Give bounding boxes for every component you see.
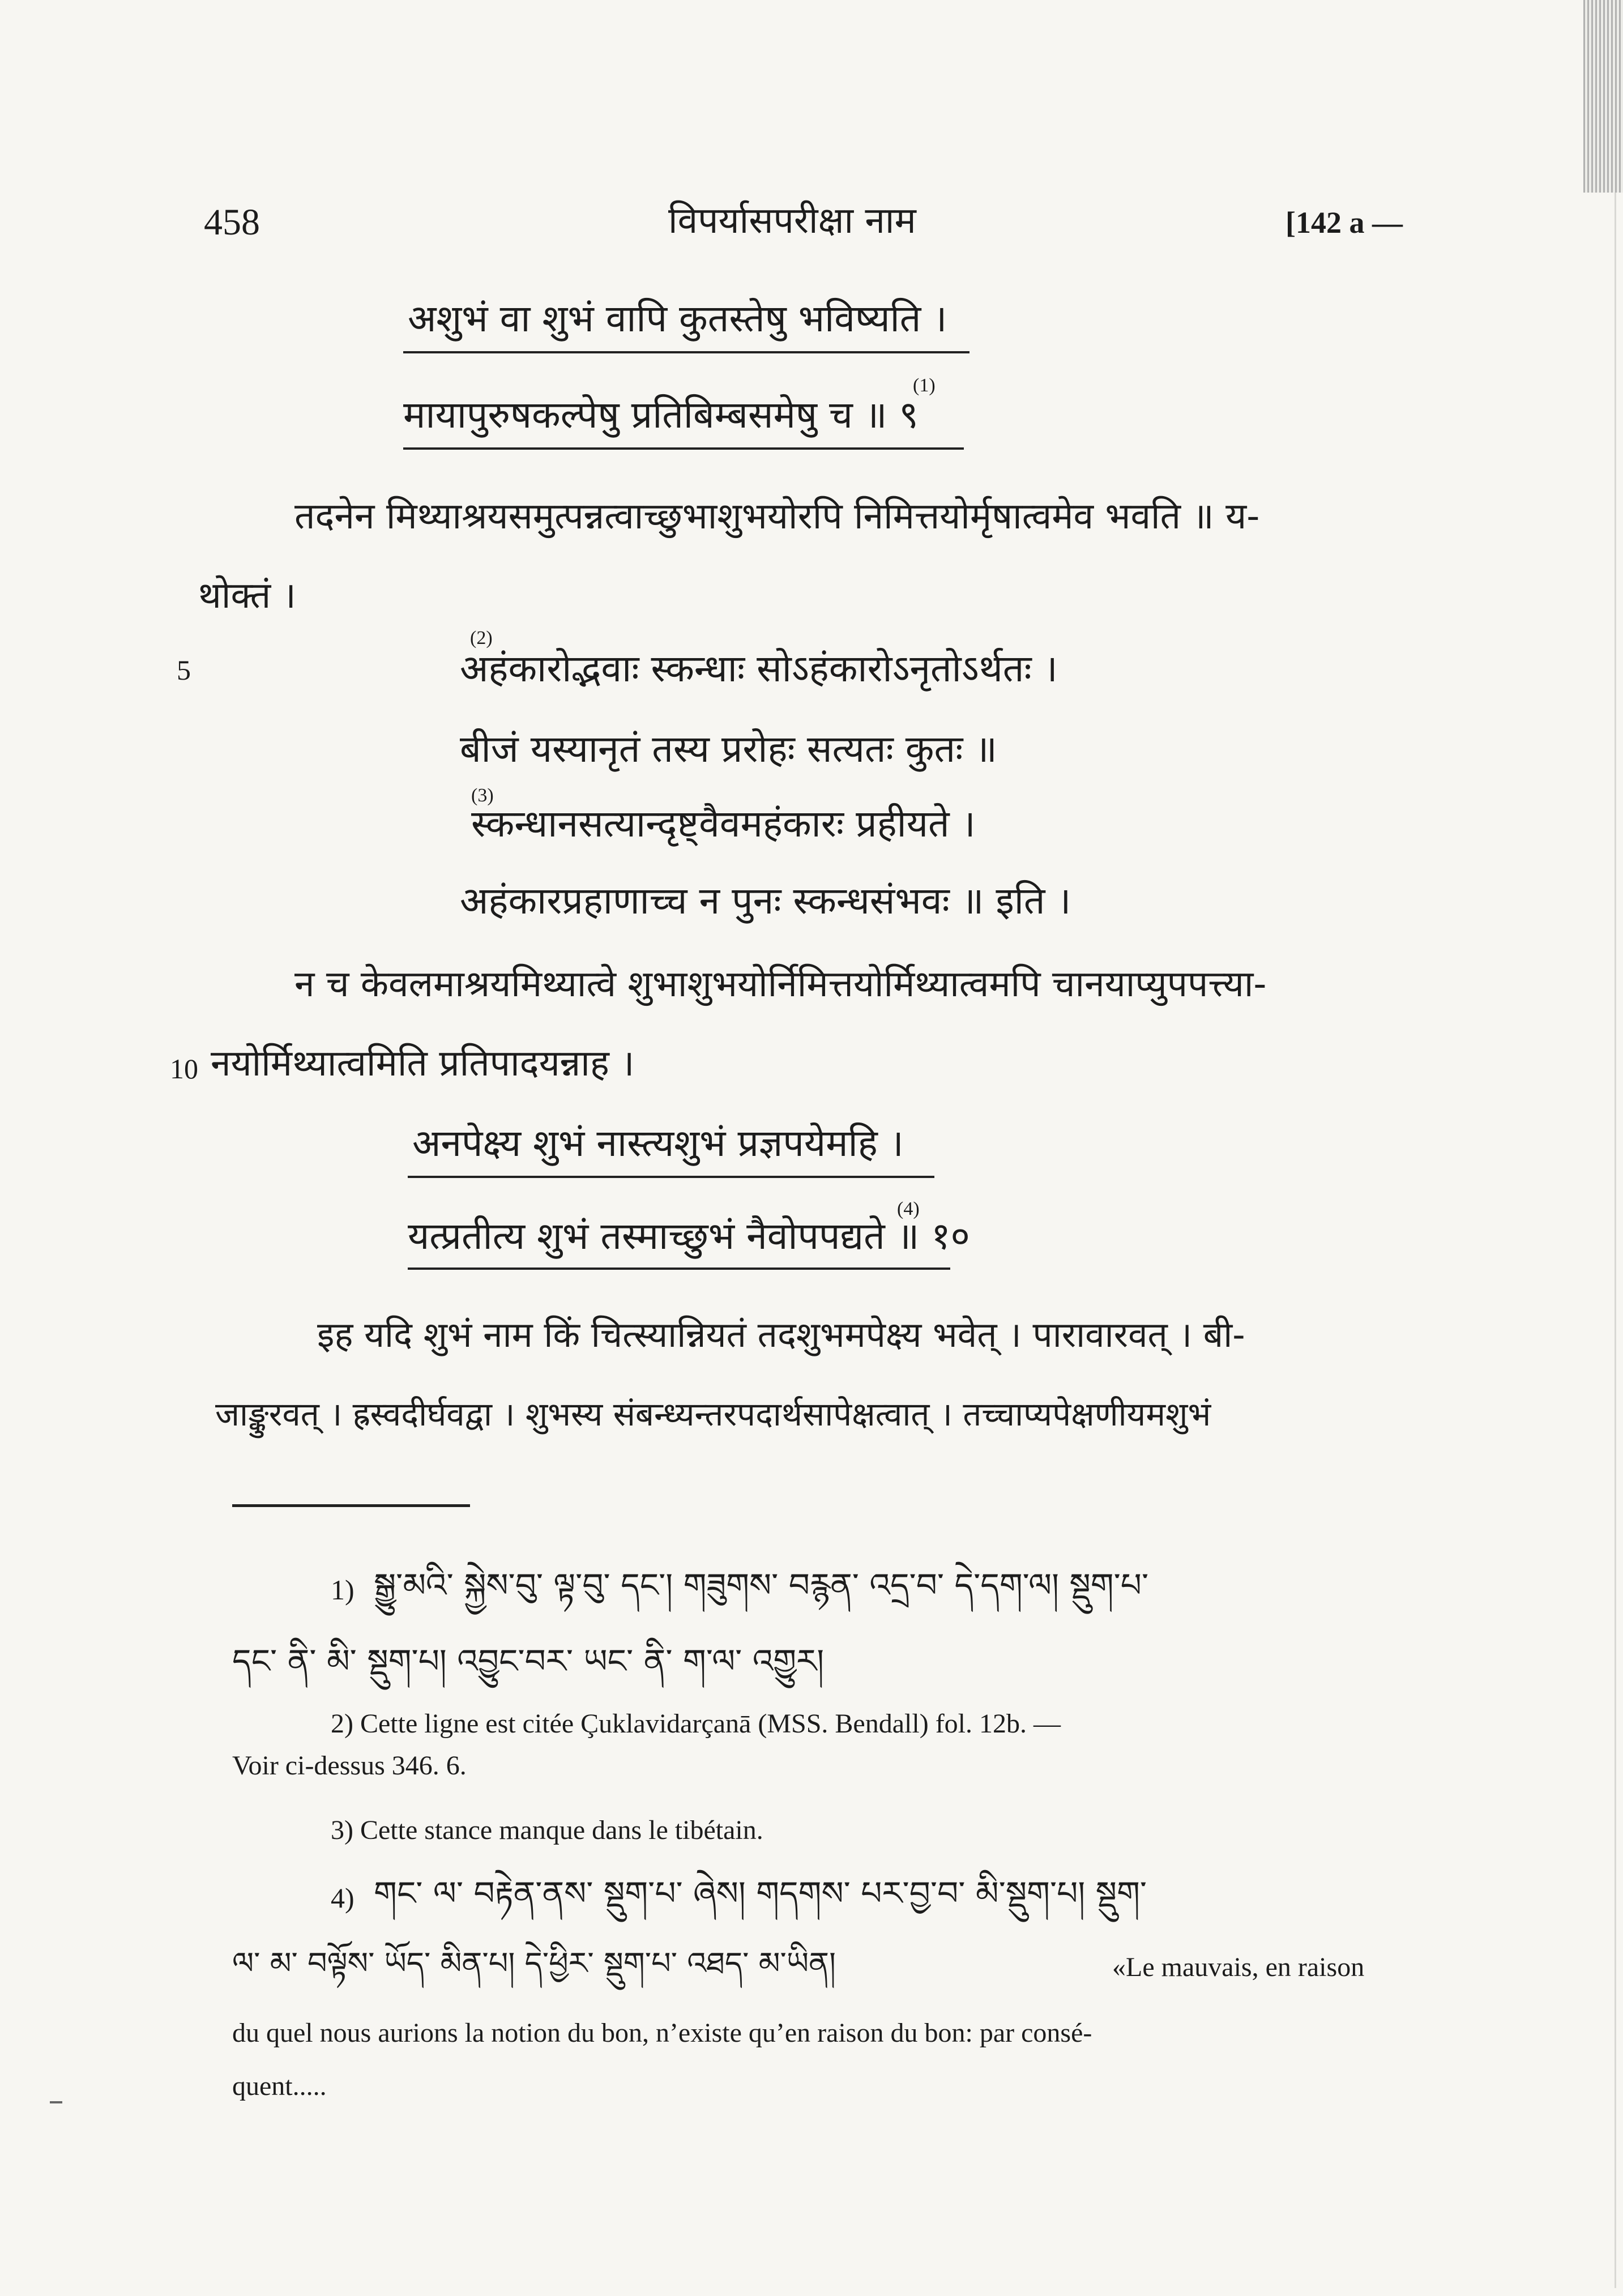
footnote-ref-3: (3)	[471, 785, 494, 806]
footnote-1-label: 1)	[331, 1574, 355, 1606]
page-number: 458	[204, 202, 260, 243]
verse-9-underline-1	[403, 351, 969, 353]
quote-line-4: अहंकारप्रहाणाच्च न पुनः स्कन्धसंभवः ॥ इति ।	[460, 879, 1071, 923]
margin-mark	[50, 2101, 62, 2103]
page-edge-shadow	[1583, 0, 1623, 193]
footnote-4-line-4: quent.....	[232, 2071, 327, 2101]
verse-9-underline-2	[403, 447, 964, 450]
footnote-2-line-2: Voir ci-dessus 346. 6.	[232, 1751, 467, 1781]
quote-line-2: बीजं यस्यानृतं तस्य प्ररोहः सत्यतः कुतः ॥	[460, 727, 997, 771]
footnote-4-line-2-tibetan: ལ་ མ་ བལྟོས་ ཡོད་ མིན་པ། དེ་ཕྱིར་ སྡུག་པ་ འཐད་ མ་ཡིན།	[232, 1945, 836, 1981]
verse-9-line-1: अशुभं वा शुभं वापि कुतस्तेषु भविष्यति ।	[408, 297, 947, 340]
footnote-ref-2: (2)	[470, 628, 493, 648]
line-number-10: 10	[170, 1053, 198, 1085]
footnote-3-text: 3) Cette stance manque dans le tibétain.	[331, 1815, 763, 1845]
quote-line-3: स्कन्धानसत्यान्दृष्ट्वैवमहंकारः प्रहीयते ।	[471, 802, 976, 846]
verse-10-line-2: यत्प्रतीत्य शुभं तस्माच्छुभं नैवोपपद्यते ॥ १०	[408, 1214, 970, 1258]
prose-1-line-2: थोक्तं ।	[198, 575, 296, 617]
verse-10-line-1: अनपेक्ष्य शुभं नास्त्यशुभं प्रज्ञपयेमहि ।	[412, 1121, 904, 1165]
footnote-ref-1: (1)	[913, 375, 936, 396]
footnote-4-line-3: du quel nous aurions la notion du bon, n’existe qu’en raison du bon: par consé-	[232, 2018, 1092, 2048]
prose-3-line-1: इह यदि शुभं नाम किं चित्स्यान्नियतं तदशुभमपेक्ष्य भवेत् । पारावारवत् । बी-	[317, 1314, 1245, 1355]
footnote-4-line-1: གང་ ལ་ བརྟེན་ནས་ སྡུག་པ་ ཞེས། གདགས་ པར་བྱ་བ་ མི་སྡུག་པ། སྡུག་	[374, 1874, 1147, 1913]
footnote-2-line-1: 2) Cette ligne est citée Çuklavidarçanā (MSS. Bendall) fol. 12b. —	[331, 1709, 1061, 1739]
footnote-4-line-2-french: «Le mauvais, en raison	[1112, 1952, 1365, 1982]
footnote-separator	[232, 1504, 470, 1507]
verse-10-underline-2	[408, 1268, 950, 1270]
verse-10-underline-1	[408, 1176, 934, 1178]
prose-3-line-2: जाङ्कुरवत् । ह्रस्वदीर्घवद्वा । शुभस्य संबन्ध्यन्तरपदार्थसापेक्षत्वात् । तच्चाप्यपेक्षणीयमशुभं	[215, 1395, 1211, 1433]
footnote-1-line-2: དང་ ནི་ མི་ སྡུག་པ། འབྱུང་བར་ ཡང་ ནི་ ག་ལ་ འགྱུར།	[232, 1642, 825, 1680]
footnote-4-label: 4)	[331, 1882, 355, 1914]
page-edge-line	[1615, 193, 1616, 2288]
prose-2-line-2: नयोर्मिथ्यात्वमिति प्रतिपादयन्नाह ।	[211, 1043, 635, 1085]
quote-line-1: अहंकारोद्भवाः स्कन्धाः सोऽहंकारोऽनृतोऽर्थतः ।	[460, 647, 1058, 690]
verse-9-line-2: मायापुरुषकल्पेषु प्रतिबिम्बसमेषु च ॥ ९	[403, 393, 919, 437]
running-title: विपर्यासपरीक्षा नाम	[668, 200, 916, 242]
footnote-ref-4: (4)	[897, 1198, 920, 1219]
line-number-5: 5	[177, 654, 191, 686]
prose-2-line-1: न च केवलमाश्रयमिथ्यात्वे शुभाशुभयोर्निमित्तयोर्मिथ्यात्वमपि चानयाप्युपपत्त्या-	[294, 963, 1267, 1005]
footnote-1-line-1: སྒྱུ་མའི་ སྐྱེས་བུ་ ལྟ་བུ་ དང་། གཟུགས་ བརྙན་ འདྲ་བ་ དེ་དག་ལ། སྡུག་པ་	[374, 1566, 1149, 1604]
folio-reference: [142 a —	[1285, 206, 1403, 240]
prose-1-line-1: तदनेन मिथ्याश्रयसमुत्पन्नत्वाच्छुभाशुभयोरपि निमित्तयोर्मृषात्वमेव भवति ॥ य-	[294, 496, 1260, 537]
